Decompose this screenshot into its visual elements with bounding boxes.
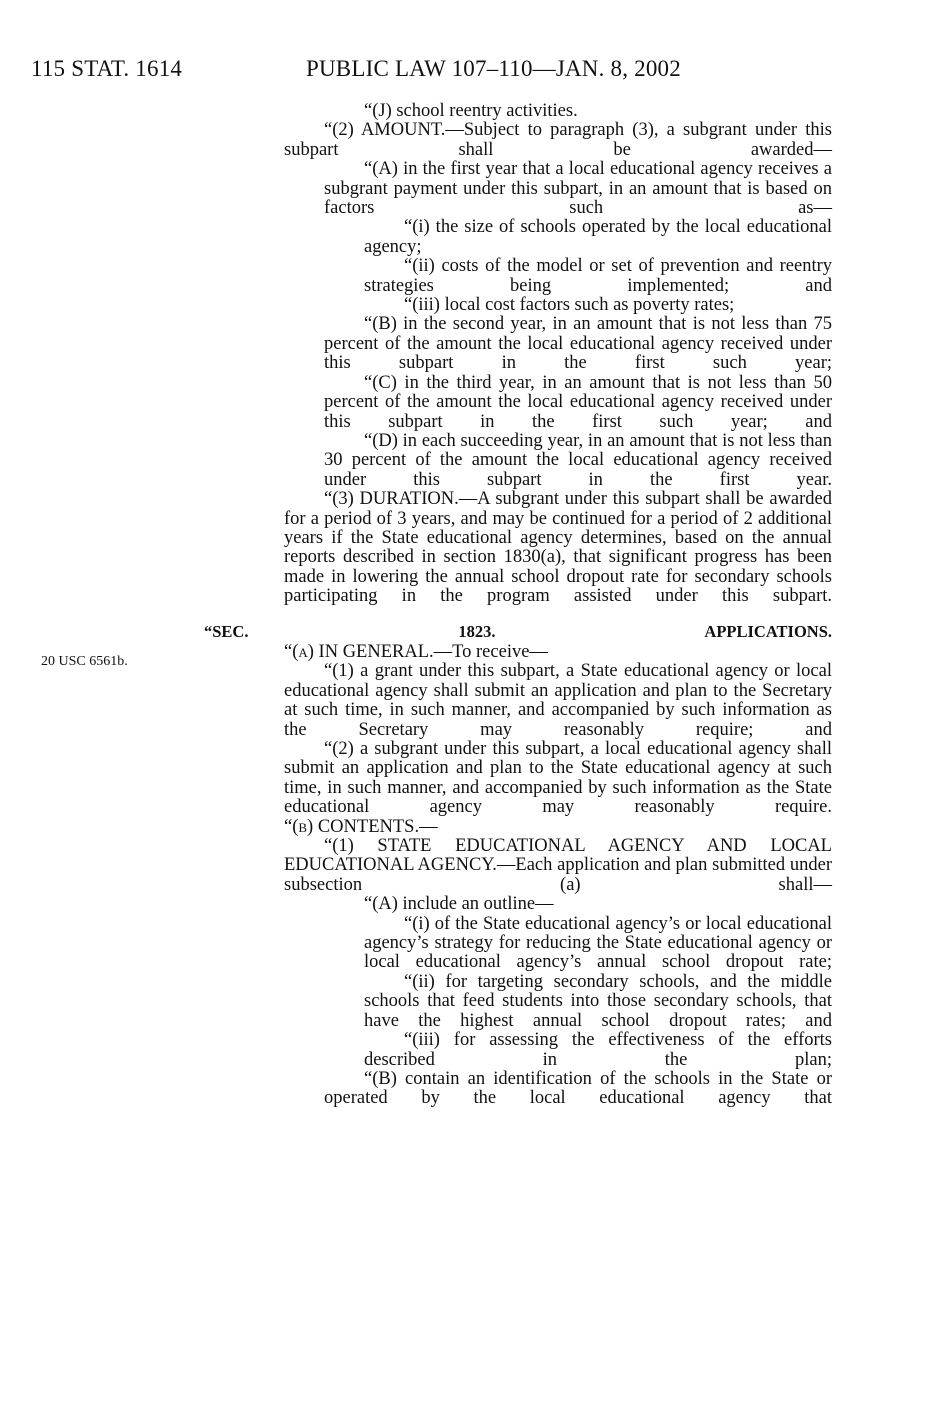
- subsection-a-heading: “(a) IN GENERAL.: [284, 641, 434, 662]
- subparagraph-a: “(A) in the first year that a local educational agency receives a subgrant payment under this subpart, in an amount that is based on factors such as—: [324, 159, 832, 219]
- subparagraph-b-a: “(A) include an outline—: [364, 894, 554, 915]
- subparagraph-b: “(B) in the second year, in an amount that is not less than 75 percent of the amount the local educational agency received under this subpart in the first such year;: [324, 314, 832, 374]
- clause-b-a-iii: “(iii) for assessing the effectiveness of the efforts described in the plan;: [364, 1030, 832, 1070]
- paragraph-a-1: “(1) a grant under this subpart, a State educational agency or local educational agency shall submit an application and plan to the Secretary at such time, in such manner, and accompanied by such information as the Secretary may reasonably require; and: [284, 661, 832, 740]
- clause-a-ii: “(ii) costs of the model or set of prevention and reentry strategies being implemented; and: [364, 256, 832, 296]
- paragraph-2-amount: [244, 121, 832, 160]
- subsection-b-contents: [244, 818, 832, 837]
- paragraph-3-duration: [244, 490, 832, 606]
- document-body: [204, 101, 832, 1109]
- subsection-b-text: —: [419, 816, 438, 837]
- paragraph-b-1-heading: “(1) STATE EDUCATIONAL AGENCY AND LOCAL EDUCATIONAL AGENCY.: [284, 836, 832, 876]
- subsection-a-general: [244, 643, 832, 662]
- paragraph-2-heading: “(2) AMOUNT.: [324, 120, 446, 141]
- subsection-a-text: —To receive—: [433, 641, 548, 662]
- paragraph-3-text: —A subgrant under this subpart shall be awarded for a period of 3 years, and may be continued for a period of 2 additional years if the State educational agency determines, based on the annual reports described in section 1830(a), that significant progress has been made in lowering the annual school dropout rate for secondary schools participating in the program assisted under this subpart.: [284, 489, 832, 607]
- paragraph-2-text: —Subject to paragraph (3), a subgrant under this subpart shall be awarded—: [284, 120, 832, 160]
- subparagraph-c: “(C) in the third year, in an amount that is not less than 50 percent of the amount the local educational agency received under this subpart in the first such year; and: [324, 372, 832, 432]
- clause-b-a-i: “(i) of the State educational agency’s or local educational agency’s strategy for reducing the State educational agency or local educational agency’s annual school dropout rate;: [364, 913, 832, 973]
- page-running-title: PUBLIC LAW 107–110—JAN. 8, 2002: [306, 56, 681, 81]
- subsection-b-heading: “(b) CONTENTS.: [284, 816, 420, 837]
- clause-j: “(J) school reentry activities.: [364, 101, 578, 121]
- subparagraph-b-b: “(B) contain an identification of the schools in the State or operated by the local educational agency that: [324, 1068, 832, 1109]
- subparagraph-d: “(D) in each succeeding year, in an amount that is not less than 30 percent of the amount the local educational agency received under this subpart in the first year.: [324, 430, 832, 490]
- clause-b-a-ii: “(ii) for targeting secondary schools, and the middle schools that feed students into those secondary schools, that have the highest annual school dropout rates; and: [364, 971, 832, 1031]
- paragraph-b-1: [244, 837, 832, 895]
- paragraph-b-1-text: —Each application and plan submitted under subsection (a) shall—: [284, 855, 832, 895]
- paragraph-a-2: “(2) a subgrant under this subpart, a local educational agency shall submit an application and plan to the State educational agency at such time, in such manner, and accompanied by such information as the State educational agency may reasonably require.: [284, 739, 832, 818]
- clause-a-iii: “(iii) local cost factors such as poverty rates;: [404, 295, 735, 316]
- margin-citation: 20 USC 6561b.: [41, 654, 128, 669]
- page-stat-number: 115 STAT. 1614: [31, 56, 183, 81]
- section-heading: “SEC. 1823. APPLICATIONS.: [204, 621, 832, 641]
- paragraph-3-heading: “(3) DURATION.: [324, 489, 459, 510]
- clause-a-i: “(i) the size of schools operated by the local educational agency;: [364, 217, 832, 257]
